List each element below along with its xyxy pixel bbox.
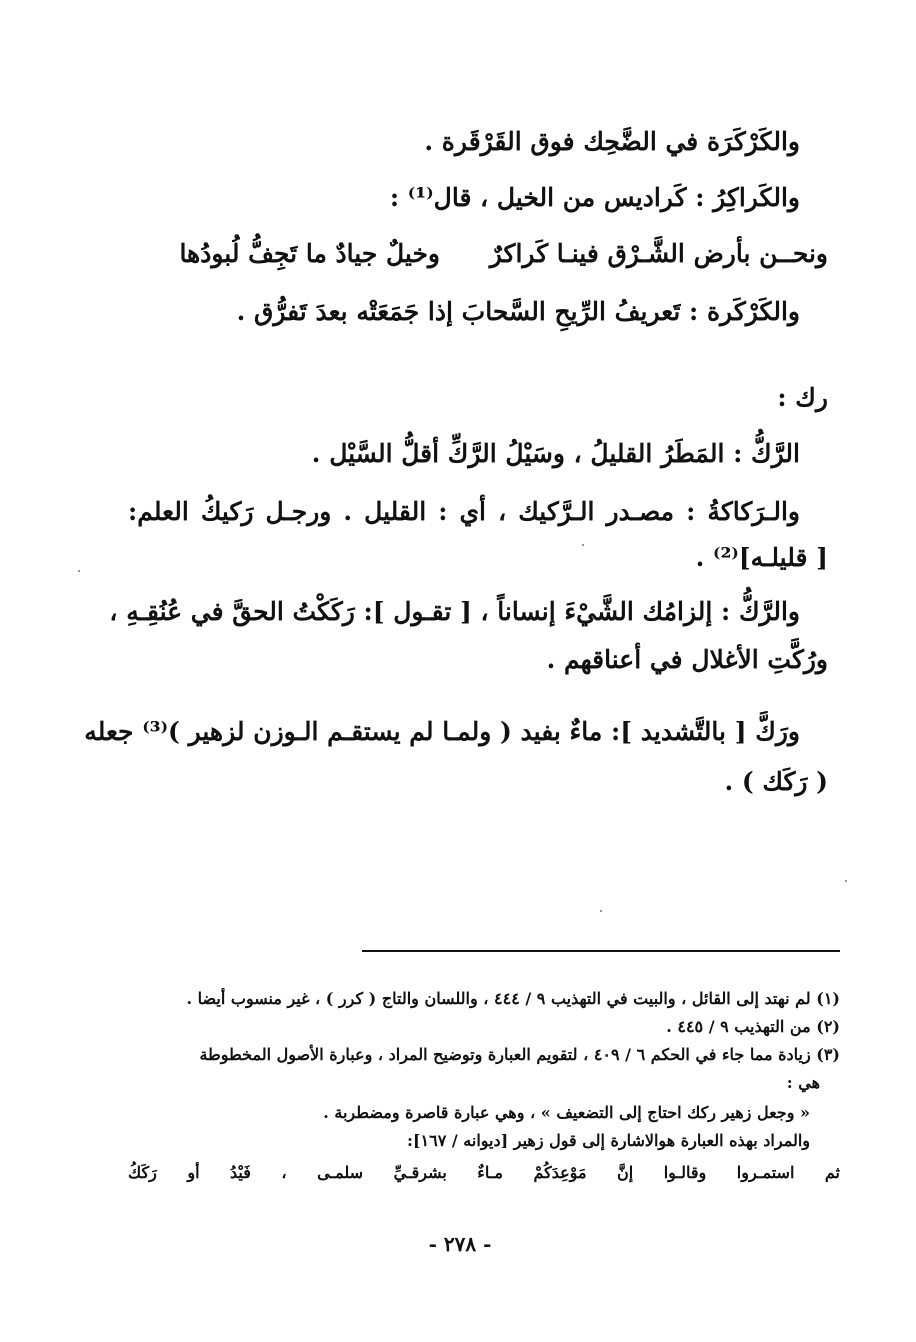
paragraph-karakir: والكَراكِرُ : كَراديس من الخيل ، قال⁽¹⁾ :	[389, 183, 800, 212]
paragraph-rakk-obligation-line2: ورُكَّتِ الأغلال في أعناقهم .	[546, 645, 828, 674]
paragraph-rakk-rain: الرَّكُّ : المَطَرُ القليلُ ، وسَيْلُ الرَّكِّ أقلُّ السَّيْل .	[311, 439, 800, 468]
scan-speck	[78, 570, 80, 572]
paragraph-rakaka-line2: [ قليلـه]⁽²⁾ .	[695, 543, 828, 572]
footnote-3-quote: « وجعل زهير ركك احتاج إلى التضعيف » ، وهي عبارة قاصرة ومضطربة .	[323, 1103, 810, 1122]
page-number: - ٢٧٨ -	[428, 1232, 492, 1256]
scan-speck	[600, 910, 602, 912]
paragraph-rakk-water-line1: ورَكَّ [ بالتَّشديد ]: ماءٌ بفيد ( ولمـا لم يستقـم الـوزن لزهير )⁽³⁾ جعله	[84, 717, 800, 746]
paragraph-karkara-wind: والكَرْكَرة : تَعريفُ الرِّيحِ السَّحابَ إذا جَمَعَتْه بعدَ تَفرُّق .	[236, 297, 800, 326]
scan-speck	[582, 544, 584, 546]
paragraph-karkara-laugh: والكَرْكَرَة في الضَّحِك فوق القَرْقَرة .	[424, 127, 800, 156]
footnote-1: (١) لم نهتد إلى القائل ، والبيت في التهذيب ٩ / ٤٤٤ ، واللسان والتاج ( كرر ) ، غير منسوب أيضا .	[186, 989, 840, 1008]
footnote-3-verse: ثم استمـروا وقالـوا إنَّ مَوْعِدَكُمْ مـاءٌ بشرقـيِّ سلمـى ، فَيْدُ أو رَكَكُ	[128, 1163, 840, 1182]
paragraph-rakk-water-line2: ( رَكَك ) .	[724, 767, 828, 796]
footnote-3-line4: والمراد بهذه العبارة هوالاشارة إلى قول زهير [ديوانه / ١٦٧]:	[407, 1131, 810, 1150]
footnote-separator	[362, 950, 840, 952]
verse-hemistich-second: وخيلٌ جيادٌ ما تَجِفُّ لُبودُها	[179, 239, 440, 268]
paragraph-rakk-obligation-line1: والرَّكُّ : إلزامُك الشَّيْءَ إنساناً ، [ تقـول ]: رَكَكْتُ الحقَّ في عُنُقِـهِ ،	[109, 597, 800, 626]
verse-hemistich-first: ونحــن بأرض الشَّـرْق فينـا كَراكرٌ	[489, 239, 828, 268]
footnote-3-line2: هي :	[786, 1073, 820, 1092]
root-heading: رك :	[777, 383, 828, 412]
footnote-2: (٢) من التهذيب ٩ / ٤٤٥ .	[666, 1017, 840, 1036]
paragraph-rakaka-line1: والـرَكاكةُ : مصـدر الـرَّكيك ، أي : القليل . ورجـل رَكيكُ العلم:	[128, 497, 800, 526]
footnote-3-line1: (٣) زيادة مما جاء في الحكم ٦ / ٤٠٩ ، لتقويم العبارة وتوضيح المراد ، وعبارة الأصول المخطوطة	[199, 1045, 840, 1064]
scan-speck	[845, 880, 847, 882]
